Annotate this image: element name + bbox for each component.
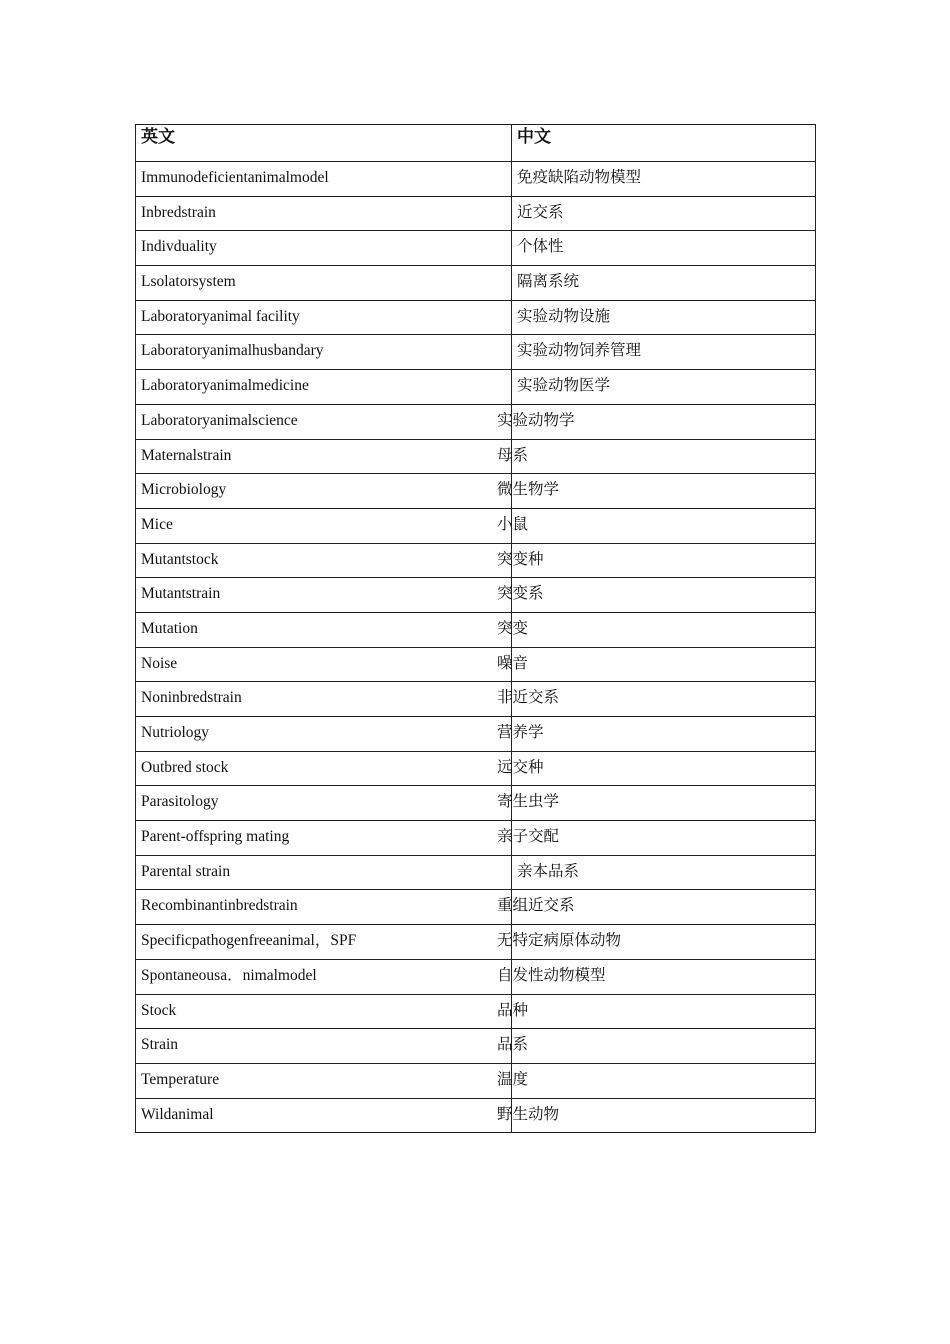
english-term: Noise [141, 654, 178, 672]
chinese-term: 个体性 [517, 238, 564, 256]
english-term: Mutantstrain [141, 585, 221, 603]
table-row [136, 543, 816, 578]
english-term-cell [136, 647, 512, 682]
english-term: Indivduality [141, 238, 217, 256]
english-term: Mutation [141, 619, 198, 637]
table-row [136, 786, 816, 821]
chinese-term-cell [512, 231, 816, 266]
english-term: Mice [141, 515, 173, 533]
chinese-term-cell [512, 335, 816, 370]
chinese-term: 野生动物 [497, 1105, 560, 1123]
chinese-term: 品种 [497, 1001, 529, 1019]
english-term: Parental strain [141, 862, 231, 880]
table-row [136, 717, 816, 752]
english-term-cell [136, 1098, 512, 1133]
chinese-term: 亲子交配 [497, 828, 560, 846]
english-term-cell [136, 994, 512, 1029]
chinese-term: 噪音 [497, 654, 529, 672]
english-term: Wildanimal [141, 1105, 214, 1123]
header-chinese-label: 中文 [517, 127, 551, 147]
chinese-term-cell [497, 717, 816, 752]
table-row [136, 1098, 816, 1133]
english-term-cell [136, 821, 512, 856]
english-term-cell [136, 474, 512, 509]
chinese-term: 母系 [497, 446, 529, 464]
chinese-term: 实验动物学 [497, 411, 575, 429]
table-row [136, 890, 816, 925]
chinese-term-cell [512, 266, 816, 301]
chinese-term: 微生物学 [497, 481, 560, 499]
chinese-term-cell [497, 1098, 816, 1133]
chinese-term-cell [512, 162, 816, 197]
chinese-term: 营养学 [497, 724, 544, 741]
chinese-term: 远交种 [497, 758, 544, 776]
chinese-term: 实验动物饲养管理 [517, 342, 642, 360]
english-term: Inbredstrain [141, 203, 216, 221]
chinese-term-cell [497, 890, 816, 925]
table-row [136, 855, 816, 890]
english-term-cell [136, 682, 512, 717]
english-term: Maternalstrain [141, 446, 232, 464]
chinese-term: 亲本品系 [517, 862, 580, 880]
table-row [136, 439, 816, 474]
table-row [136, 300, 816, 335]
english-term: Microbiology [141, 481, 227, 499]
english-term: Laboratoryanimalscience [141, 411, 298, 429]
chinese-term-cell [497, 404, 816, 439]
chinese-term-cell [512, 370, 816, 405]
table-row [136, 925, 816, 960]
english-term-cell [136, 1063, 512, 1098]
english-term: Laboratoryanimalhusbandary [141, 342, 324, 360]
chinese-term-cell [497, 821, 816, 856]
chinese-term: 重组近交系 [497, 897, 575, 915]
english-term-cell [136, 786, 512, 821]
english-term: Recombinantinbredstrain [141, 897, 298, 915]
english-term-cell [136, 959, 512, 994]
english-term-cell [136, 925, 512, 960]
table-row [136, 682, 816, 717]
english-term-cell [136, 231, 512, 266]
header-chinese [512, 125, 816, 162]
table-row [136, 231, 816, 266]
english-term: Lsolatorsystem [141, 273, 236, 291]
english-term-cell [136, 370, 512, 405]
glossary-table [135, 124, 816, 1133]
chinese-term: 小鼠 [497, 515, 529, 533]
table-row [136, 1063, 816, 1098]
chinese-term-cell [497, 925, 816, 960]
english-term-cell [136, 404, 512, 439]
table-row [136, 1029, 816, 1064]
table-row [136, 196, 816, 231]
table-row [136, 335, 816, 370]
table-row [136, 266, 816, 301]
chinese-term: 温度 [497, 1070, 529, 1088]
chinese-term: 免疫缺陷动物模型 [517, 169, 642, 186]
english-term: Temperature [141, 1070, 220, 1088]
chinese-term-cell [497, 474, 816, 509]
chinese-term-cell [512, 855, 816, 890]
english-term: Immunodeficientanimalmodel [141, 169, 329, 186]
english-term: Noninbredstrain [141, 689, 242, 707]
english-term-cell [136, 300, 512, 335]
table-row [136, 821, 816, 856]
english-term: Parasitology [141, 793, 219, 811]
chinese-term: 寄生虫学 [497, 793, 560, 811]
english-term-cell [136, 162, 512, 197]
english-term: Specificpathogenfreeanimal，SPF [141, 932, 357, 950]
chinese-term: 品系 [497, 1036, 529, 1054]
glossary-table-body [136, 125, 816, 1133]
chinese-term: 实验动物设施 [517, 307, 611, 325]
english-term-cell [136, 266, 512, 301]
chinese-term-cell [497, 751, 816, 786]
chinese-term-cell [497, 647, 816, 682]
english-term: Laboratoryanimal facility [141, 307, 300, 325]
chinese-term: 自发性动物模型 [497, 966, 606, 984]
chinese-term-cell [497, 508, 816, 543]
chinese-term: 无特定病原体动物 [497, 932, 622, 950]
english-term-cell [136, 1029, 512, 1064]
table-row [136, 647, 816, 682]
table-row [136, 578, 816, 613]
english-term-cell [136, 543, 512, 578]
table-row [136, 474, 816, 509]
chinese-term: 突变系 [497, 585, 544, 603]
english-term-cell [136, 508, 512, 543]
english-term-cell [136, 751, 512, 786]
english-term: Laboratoryanimalmedicine [141, 377, 309, 395]
english-term-cell [136, 612, 512, 647]
table-row [136, 751, 816, 786]
table-row [136, 370, 816, 405]
chinese-term-cell [497, 1029, 816, 1064]
table-row [136, 959, 816, 994]
table-row [136, 404, 816, 439]
chinese-term-cell [497, 612, 816, 647]
header-english-label: 英文 [141, 127, 175, 147]
chinese-term: 近交系 [517, 203, 564, 221]
english-term-cell [136, 578, 512, 613]
table-row [136, 508, 816, 543]
chinese-term-cell [497, 994, 816, 1029]
chinese-term-cell [497, 439, 816, 474]
english-term-cell [136, 439, 512, 474]
chinese-term-cell [512, 196, 816, 231]
table-header-row [136, 125, 816, 162]
chinese-term: 非近交系 [497, 689, 560, 707]
chinese-term: 突变种 [497, 550, 544, 568]
english-term-cell [136, 855, 512, 890]
english-term: Spontaneousa．nimalmodel [141, 966, 317, 984]
english-term: Strain [141, 1036, 179, 1054]
english-term-cell [136, 890, 512, 925]
chinese-term: 突变 [497, 619, 529, 637]
chinese-term-cell [497, 1063, 816, 1098]
chinese-term: 实验动物医学 [517, 377, 611, 395]
english-term: Parent-offspring mating [141, 828, 290, 846]
english-term: Nutriology [141, 724, 210, 741]
chinese-term-cell [497, 959, 816, 994]
english-term-cell [136, 196, 512, 231]
english-term: Mutantstock [141, 550, 219, 568]
chinese-term-cell [497, 682, 816, 717]
table-row [136, 162, 816, 197]
chinese-term-cell [512, 300, 816, 335]
english-term: Outbred stock [141, 758, 229, 776]
chinese-term-cell [497, 786, 816, 821]
table-row [136, 994, 816, 1029]
chinese-term-cell [497, 578, 816, 613]
table-row [136, 612, 816, 647]
chinese-term-cell [497, 543, 816, 578]
header-english [136, 125, 512, 162]
english-term-cell [136, 717, 512, 752]
english-term-cell [136, 335, 512, 370]
english-term: Stock [141, 1001, 177, 1019]
chinese-term: 隔离系统 [517, 273, 580, 291]
